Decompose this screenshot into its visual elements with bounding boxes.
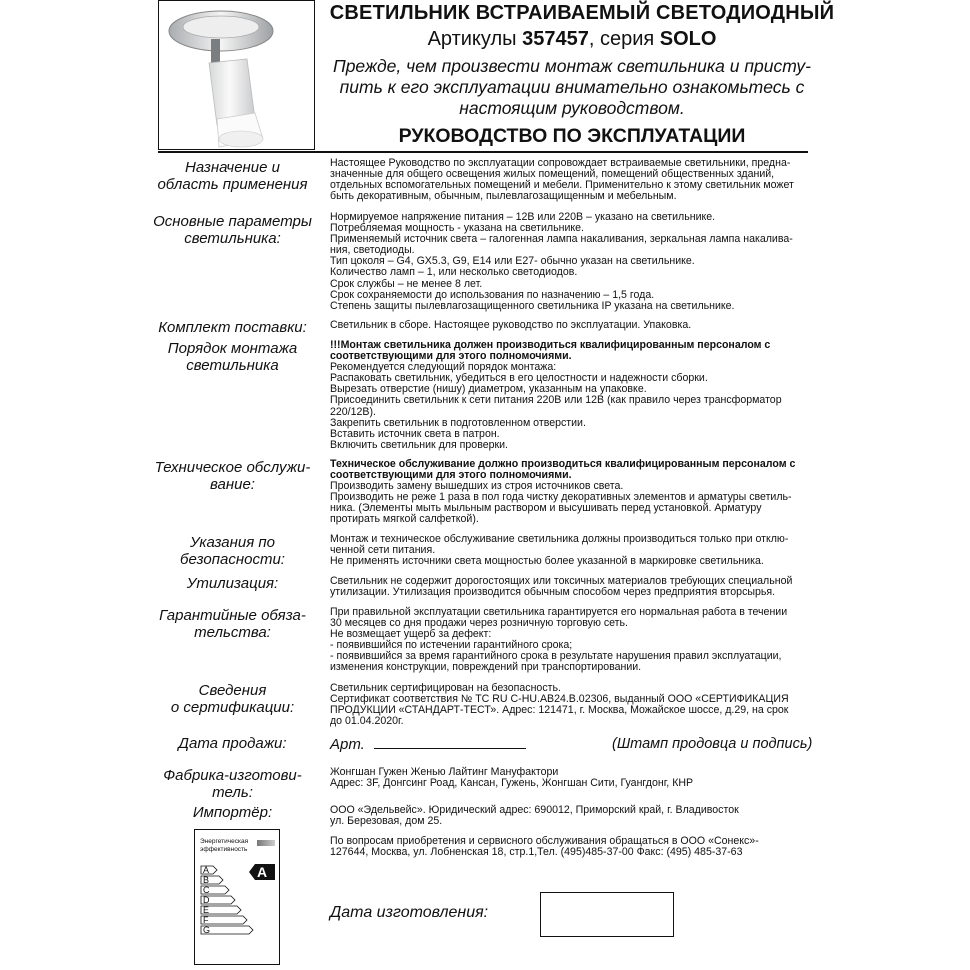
section-label: Комплект поставки: (158, 319, 307, 336)
section-content: Светильник в сборе. Настоящее руководство по эксплуатации. Упаковка. (330, 319, 692, 331)
manufacture-date-label: Дата изготовления: (330, 904, 489, 921)
section-label: Фабрика-изготови- тель: (163, 767, 302, 801)
manufacture-date-box[interactable] (540, 892, 674, 937)
section-label: Сведения о сертификации: (170, 682, 295, 716)
energy-class-e: E (203, 905, 210, 915)
energy-class-g: G (203, 925, 211, 935)
section-label: Импортёр: (192, 804, 273, 821)
section-content: Настоящее Руководство по эксплуатации сопровождает встраиваемые светильники, предна- значенные для общего освещения жилых помещений, помещений общественных зданий, отдельных вспомогательных помещений и мебели. Применительно к этому светильник может быть декоративным, обычным, пылевлагозащищенным и мебельным. (330, 157, 794, 203)
section-label: Назначение и область применения (157, 159, 308, 193)
section-label: Гарантийные обяза- тельства: (159, 607, 306, 641)
document-title: СВЕТИЛЬНИК ВСТРАИВАЕМЫЙ СВЕТОДИОДНЫЙ (329, 2, 835, 24)
energy-class-c: C (203, 885, 210, 895)
energy-class-b: B (203, 875, 210, 885)
section-label: Техническое обслужи- вание: (154, 459, 311, 493)
sale-article-label: Арт. (330, 736, 365, 753)
energy-label (194, 829, 280, 965)
section-label: Указания по безопасности: (180, 534, 285, 568)
section-content: Светильник не содержит дорогостоящих или токсичных материалов требующих специальной утилизации. Утилизация производится обычным способом через предприятия вторсырья. (330, 575, 793, 599)
section-content: ООО «Эдельвейс». Юридический адрес: 690012, Приморский край, г. Владивосток ул. Березовая, дом 25. По вопросам приобретения и сервисного обслуживания обращаться в ООО «Сонекс»- 127644, Москва, ул. Лобненская 18, стр.1,Тел. (495)485-37-00 Факс: (495) 485-37-63 (330, 804, 759, 859)
section-content: Нормируемое напряжение питания – 12В или 220В – указано на светильнике. Потребляемая мощность - указана на светильнике. Применяемый источник света – галогенная лампа накаливания, зеркальная лампа накалива- ния, светодиоды. Тип цоколя – G4, GX5.3, G9, E14 или E27- обычно указан на светильнике. Количество ламп – 1, или несколько светодиодов. Срок службы – не менее 8 лет. Срок сохраняемости до использования по назначению – 1,5 года. Степень защиты пылевлагозащищенного светильника IP указана на светильнике. (330, 211, 793, 312)
section-content: Техническое обслуживание должно производиться квалифицированным персоналом с соответствующими для этого полномочиями. Производить замену вышедших из строя источников света. Производить не реже 1 раза в пол года чистку декоративных элементов и арматуры светиль- ника. (Элементы мыть мыльным раствором и высушивать перед установкой. Арматуру протирать мягкой салфеткой). (330, 458, 796, 526)
energy-current-class: A (257, 864, 268, 880)
series-name: SOLO (659, 28, 717, 50)
energy-class-a: A (203, 865, 210, 875)
section-label: Основные параметры светильника: (153, 213, 312, 247)
article-number: 357457 (522, 28, 589, 50)
product-photo (158, 0, 315, 150)
guide-title: РУКОВОДСТВО ПО ЭКСПЛУАТАЦИИ (398, 125, 746, 147)
document-subtitle: Артикулы 357457, серия SOLO (427, 28, 717, 50)
stamp-label: (Штамп продовца и подпись) (612, 736, 813, 752)
section-label: Порядок монтажа светильника (167, 340, 298, 374)
energy-class-d: D (203, 895, 210, 905)
section-label: Утилизация: (186, 575, 279, 592)
section-label: Дата продажи: (178, 735, 287, 752)
section-content: Светильник сертифицирован на безопасность. Сертификат соответствия № ТС RU C-HU.АВ24.В.02306, выданный ООО «СЕРТИФИКАЦИЯ ПРОДУКЦИИ «СТАНДАРТ-ТЕСТ». Адрес: 121471, г. Москва, Можайское шоссе, д.29, на срок до 01.04.2020г. (330, 682, 789, 728)
intro-text: Прежде, чем произвести монтаж светильника и присту- пить к его эксплуатации внимательно ознакомьтесь с настоящим руководством. (333, 56, 811, 118)
energy-class-f: F (203, 915, 209, 925)
header-divider (158, 151, 808, 153)
energy-scale (195, 830, 279, 964)
energy-label-title: Энергетическая эффективность (200, 838, 249, 853)
section-content: Монтаж и техническое обслуживание светильника должны производиться только при отклю- ченной сети питания. Не применять источники света мощностью более указанной в маркировке светильника. (330, 533, 789, 568)
section-content: Жонгшан Гужен Женью Лайтинг Мануфактори Адрес: 3F, Донгсинг Роад, Кансан, Гужень, Жонгшан Сити, Гуангдонг, КНР (330, 766, 694, 790)
sale-article-line (374, 748, 526, 749)
section-content: !!!Монтаж светильника должен производиться квалифицированным персоналом с соответствующими для этого полномочиями. Рекомендуется следующий порядок монтажа: Распаковать светильник, убедиться в его целостности и надежности сборки. Вырезать отверстие (нишу) диаметром, указанным на упаковке. Присоединить светильник к сети питания 220В или 12В (как правило через трансформатор 220/12В). Закрепить светильник в подготовленном отверстии. Вставить источник света в патрон. Включить светильник для проверки. (330, 339, 782, 451)
section-content: При правильной эксплуатации светильника гарантируется его нормальная работа в течении 30 месяцев со дня продажи через розничную торговую сеть. Не возмещает ущерб за дефект: - появившийся по истечении гарантийного срока; - появившийся за время гарантийного срока в результате нарушения правил эксплуатации, изменения конструкции, повреждений при транспортировании. (330, 606, 788, 674)
